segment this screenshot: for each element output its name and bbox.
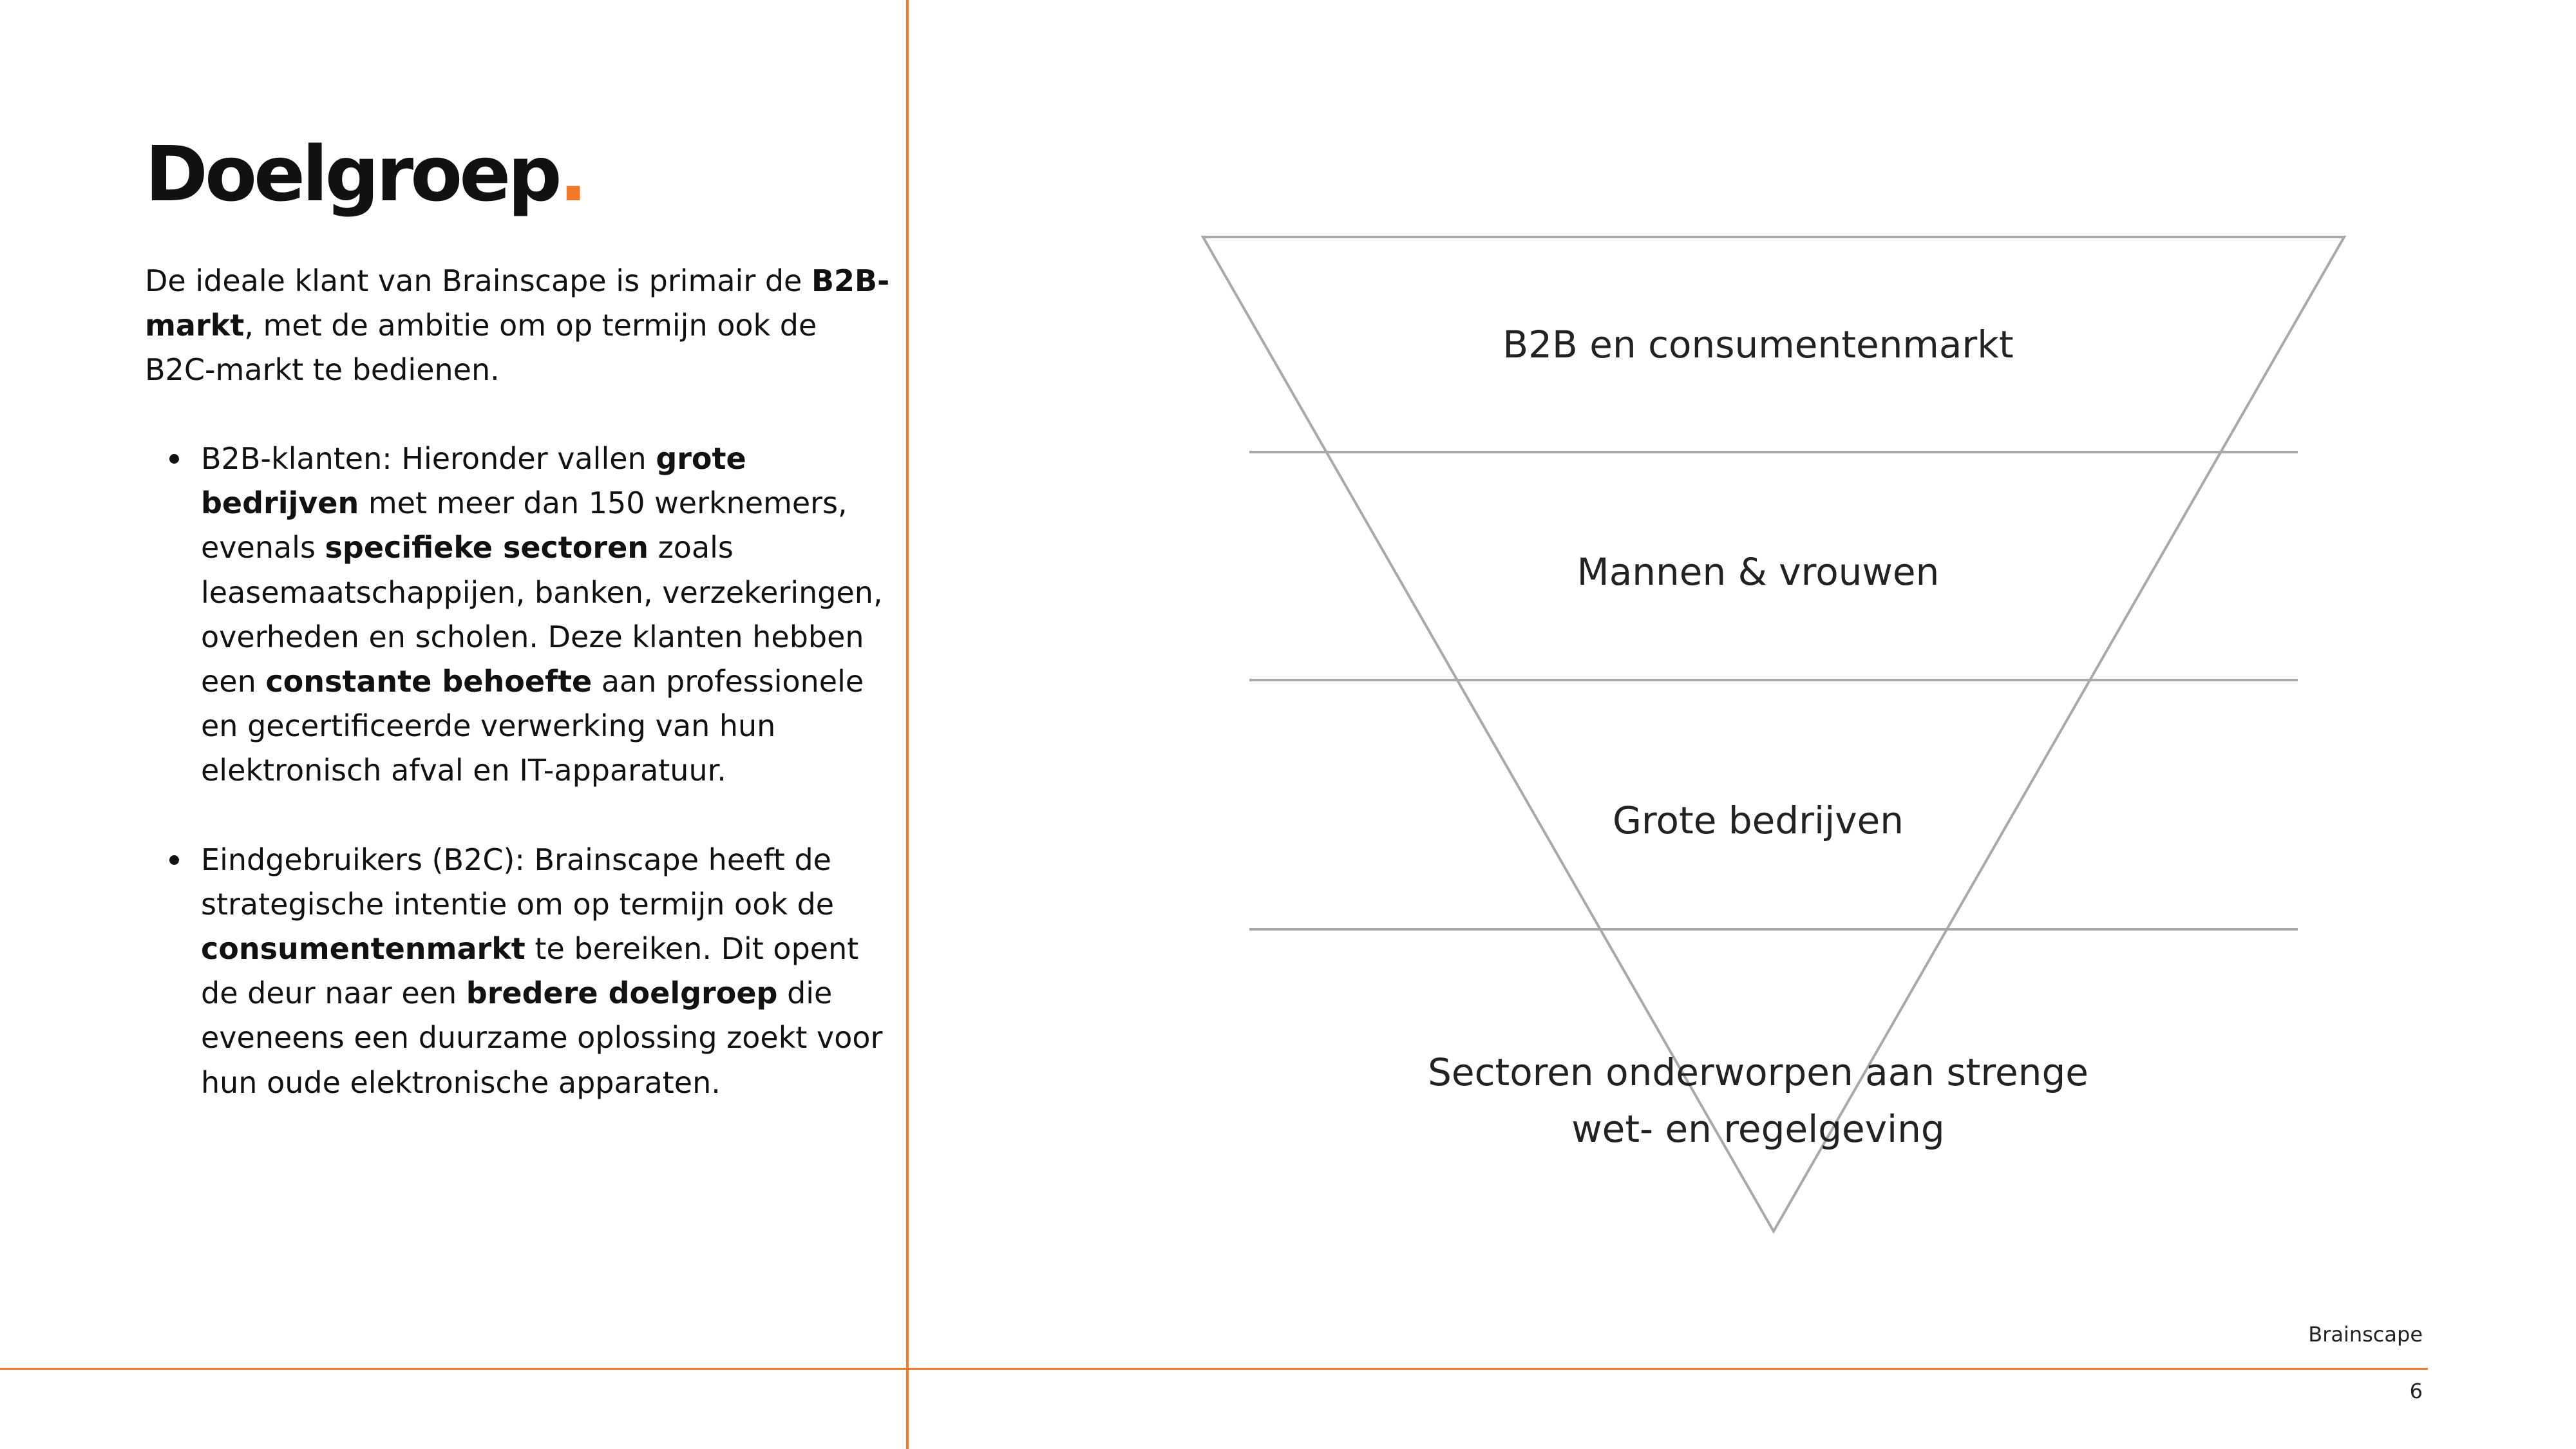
bullet-bold: specifieke sectoren [325, 530, 649, 565]
intro-bold: B2B-markt [145, 263, 890, 343]
bullet-text: zoals leasemaatschappijen, banken, verzekeringen, overheden en scholen. Deze klanten hebben een [201, 530, 883, 699]
page-number: 6 [2409, 1379, 2423, 1403]
bullet-bold: grote bedrijven [201, 441, 746, 521]
bullet-text: aan professionele en gecertificeerde verwerking van hun elektronisch afval en IT-apparatuur. [201, 664, 864, 788]
intro-text: , met de ambitie om op termijn ook de B2C-markt te bedienen. [145, 308, 817, 387]
bullet-bold: consumentenmarkt [201, 931, 526, 967]
bullet-text: te bereiken. Dit opent de deur naar een [201, 931, 859, 1011]
bullet-text: die eveneens een duurzame oplossing zoekt voor hun oude elektronische apparaten. [201, 976, 883, 1100]
bullet-bold: bredere doelgroep [466, 976, 778, 1011]
bullet-text: B2B-klanten: Hieronder vallen [201, 441, 656, 476]
funnel-layer-label: wet- en regelgeving [1571, 1107, 1945, 1151]
funnel-layer-label: Grote bedrijven [1612, 799, 1904, 842]
intro-text: De ideale klant van Brainscape is primair de [145, 263, 811, 298]
bullet-bold: constante behoefte [265, 664, 592, 699]
funnel-layer-label: B2B en consumentenmarkt [1502, 323, 2014, 366]
bullet-text: met meer dan 150 werknemers, evenals [201, 486, 848, 565]
bullet-text: Eindgebruikers (B2C): Brainscape heeft de strategische intentie om op termijn ook de [201, 842, 835, 922]
funnel-layer-label: Sectoren onderworpen aan strenge [1428, 1050, 2088, 1094]
page-title-text: Doelgroep [145, 129, 559, 218]
title-accent-dot: . [558, 129, 585, 218]
funnel-layer-label: Mannen & vrouwen [1577, 550, 1940, 594]
footer-brand: Brainscape [2308, 1322, 2423, 1347]
